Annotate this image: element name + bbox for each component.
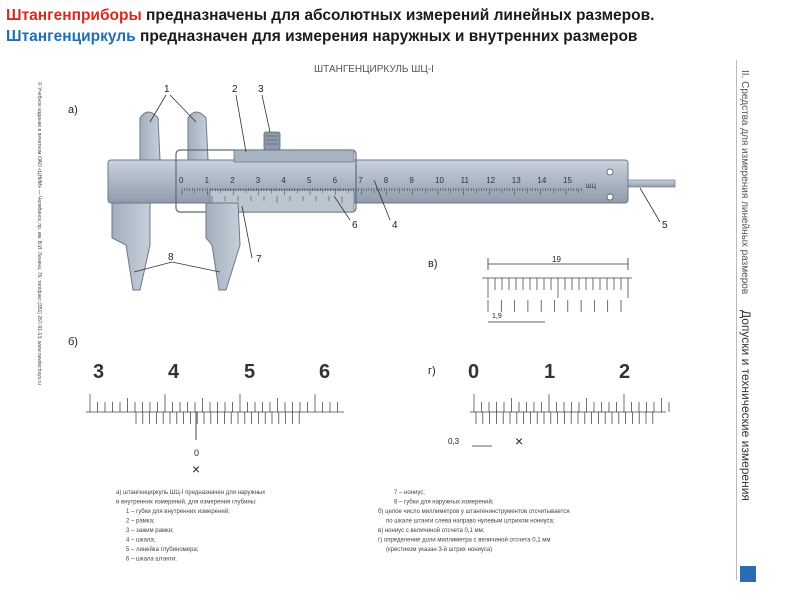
legend-right-line: 8 – губки для наружных измерений; [394,499,494,506]
sliding-inner-jaw [188,112,208,160]
side-text-left: © Учебное издание в печатном ОАО «ЦНИИ» — Челябинск, пр. им. В.И. Ленина, 76; тел/факс (351) 267-91-13; www.newtechsys.ru [36,82,42,385]
callout-8: 8 [168,252,174,263]
section-v-label: в) [428,258,438,270]
section-v-step: 1,9 [492,313,502,320]
section-b-label: б) [68,336,78,348]
main-scale-label: 1 [204,176,210,185]
brand-mark: ШЦ [586,184,596,190]
legend-left-line: 3 – зажим рамки; [126,528,174,534]
scale-b-label-3: 3 [93,361,105,383]
legend-right [378,490,570,553]
section-a-label: а) [68,104,78,116]
legend-left-line: 6 – шкала штанги; [126,556,177,563]
screw-icon [607,169,613,175]
main-beam [108,160,628,203]
callout-2: 2 [232,84,238,95]
callout-3: 3 [258,84,264,95]
fixed-outer-jaw [112,203,150,290]
main-scale-label: 13 [511,176,521,185]
heading-text-2: предназначен для измерения наружных и внутренних размеров [135,28,638,45]
legend-right-line: (крестиком указан 3-й штрих нониуса) [386,547,493,553]
figure-title: ШТАНГЕНЦИРКУЛЬ ШЦ-I [314,64,434,75]
main-scale-label: 4 [281,176,286,185]
legend-right-line: 7 – нониус; [394,490,425,496]
legend-left-line: а) штангенциркуль ШЦ-I предназначен для наружных [116,490,266,496]
scale-b-label-6: 6 [319,361,331,383]
main-scale-label: 0 [179,176,184,185]
legend-left [116,490,265,563]
slider-top [234,150,354,162]
legend-right-line: б) целое число миллиметров у штангенинструментов отсчитывается [378,509,570,515]
section-v-length: 19 [552,255,561,264]
main-scale-label: 12 [486,176,496,185]
scale-b-label-5: 5 [244,361,256,383]
main-scale-label: 6 [332,176,338,185]
callout-5: 5 [662,220,668,231]
main-scale-label: 9 [409,176,414,185]
sliding-outer-jaw [206,203,240,290]
main-scale-label: 7 [358,176,363,185]
main-scale-label: 14 [537,176,547,185]
clamp-screw [264,132,280,150]
callout-7: 7 [256,254,262,265]
legend-left-line: 1 – губки для внутренних измерений; [126,509,230,515]
main-scale-label: 10 [435,176,444,185]
main-scale-label: 15 [563,176,572,185]
legend-left-line: 2 – рамка; [126,518,155,525]
side-text-bottom: Допуски и технические измерения [739,310,753,501]
main-scale-label: 2 [230,176,235,185]
heading-text-1: предназначены для абсолютных измерений линейных размеров. [141,7,655,24]
main-scale-label: 3 [255,176,261,185]
section-v-scale [482,255,632,322]
callout-4: 4 [392,220,398,231]
fixed-inner-jaw [140,112,160,160]
scale-g-cross: × [515,433,524,449]
main-scale-label: 11 [460,176,469,185]
scale-g-label-2: 2 [619,361,631,383]
scale-b-label-4: 4 [168,361,180,383]
legend-left-line: и внутренних измерений, для измерения глубины: [116,499,257,506]
main-scale-label: 8 [383,176,389,185]
legend-left-line: 5 – линейка глубиномера; [126,547,199,553]
legend-left-line: 4 – шкала; [126,537,156,544]
main-scale-label: 5 [307,176,312,185]
scale-g-label-0: 0 [468,361,480,383]
side-text-top: II. Средства для измерения линейных размеров [739,70,750,295]
legend-right-line: г) определение доли миллиметра с величиной отсчета 0,1 мм [378,537,551,544]
legend-right-line: в) нониус с величиной отсчета 0,1 мм; [378,528,485,534]
scale-b-cross: × [192,461,201,477]
heading-term-vernier: Штангенциркуль [6,28,136,45]
caliper-body [108,112,675,290]
section-g-scale [448,361,669,449]
heading-term-calipers: Штангенприборы [6,7,142,24]
section-g-label: г) [428,365,436,377]
legend-right-line: по шкале штанги слева направо нулевым штрихом нониуса; [386,518,555,525]
scale-g-value: 0,3 [448,437,460,446]
section-b-scale [86,361,344,477]
side-divider [736,60,737,580]
screw-icon [607,194,613,200]
scale-g-label-1: 1 [544,361,556,383]
publisher-logo [740,566,756,582]
callout-6: 6 [352,220,358,231]
scale-b-vernier-zero: 0 [194,448,200,458]
callout-1: 1 [164,84,170,95]
